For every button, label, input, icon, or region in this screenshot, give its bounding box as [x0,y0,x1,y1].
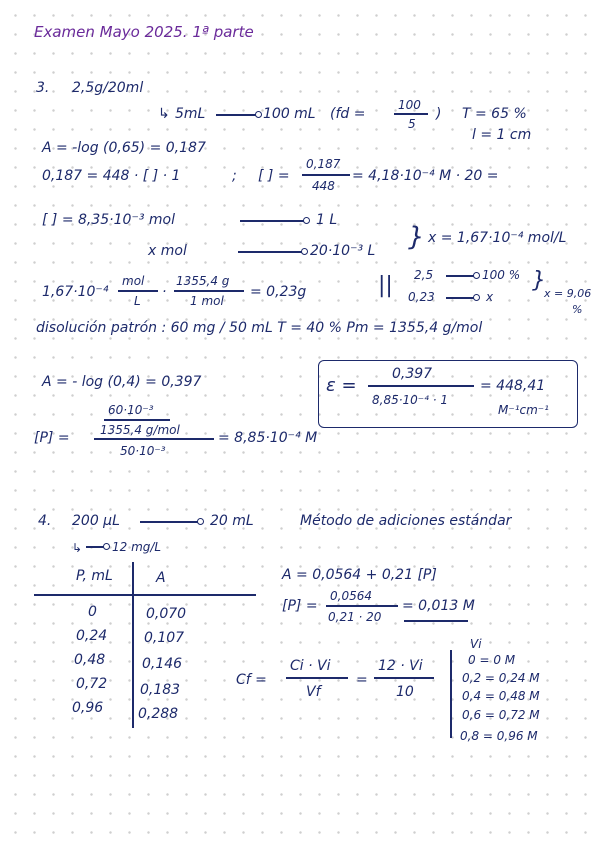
eps-numerator: 0,397 [392,366,433,382]
fd-fraction-bar [394,113,428,115]
brace-1: } [408,222,425,252]
table-column-divider [132,562,134,728]
mass-prefactor: 1,67·10⁻⁴ [42,284,109,300]
fd-paren-close: ) [436,106,442,122]
P-denominator: 50·10⁻³ [120,444,166,458]
cf2-denominator: 10 [396,684,414,700]
mass-frac1-den: L [134,294,141,308]
pct-row2-a: 0,23 [408,290,435,304]
mass-frac2-den: 1 mol [190,294,224,308]
dilution-arrow [216,114,256,116]
absorbance2-calc: A = - log (0,4) = 0,397 [42,374,202,390]
rule3-arrow-2 [238,251,302,253]
mass-result: = 0,23g [250,284,307,300]
table-row-1-p: 0,24 [76,628,108,644]
table-row-0-a: 0,070 [146,606,187,622]
pct-arrow-1 [446,275,474,277]
table-col1-header: P, mL [76,568,113,584]
conc-total: [ ] = 8,35·10⁻³ mol [42,212,175,228]
vi-row-0: 0 = 0 M [468,653,516,667]
mass-frac2-num: 1355,4 g [176,274,230,288]
P-label: [P] = [34,430,70,446]
conc-denominator: 448 [312,179,335,193]
P4-label: [P] = [282,598,318,614]
stock-arrow [86,546,104,548]
beer-lambert-eq: 0,187 = 448 · [ ] · 1 [42,168,181,184]
dilution-to: 100 mL [263,106,316,122]
problem4-to: 20 mL [210,513,254,529]
vi-brace-line [450,650,452,738]
rule3-xmol: x mol [148,243,187,259]
cf-label: Cf = [236,672,267,688]
table-row-2-a: 0,146 [142,656,183,672]
fd-denominator: 5 [408,117,416,131]
problem4-number: 4. [38,513,52,529]
P-fraction-bar [94,438,214,440]
cf-numerator: Ci · Vi [290,658,331,674]
eps-unit: M⁻¹cm⁻¹ [498,403,549,417]
dilution-volume: 5mL [175,106,206,122]
brace-2: } [532,268,546,293]
eps-denominator: 8,85·10⁻⁴ · 1 [372,393,449,407]
cf2-numerator: 12 · Vi [378,658,423,674]
conc-fraction-bar [302,174,350,176]
rule3-arrow-1 [240,220,304,222]
P-inner-bar [104,419,170,421]
regression-eq: A = 0,0564 + 0,21 [P] [282,567,437,583]
eps-result: = 448,41 [480,378,546,394]
table-row-4-p: 0,96 [72,700,104,716]
table-row-4-a: 0,288 [138,706,179,722]
page-header: Examen Mayo 2025. 1ª parte [34,23,254,41]
mult-dot: · [162,284,167,300]
rule3-volume: 20·10⁻³ L [310,243,376,259]
pct-row1-b: 100 % [482,268,521,282]
vi-row-1: 0,2 = 0,24 M [462,671,540,685]
table-row-2-p: 0,48 [74,652,106,668]
problem4-arrow [140,521,198,523]
P-num-top: 60·10⁻³ [108,403,154,417]
problem4-method: Método de adiciones estándar [300,513,512,529]
P4-underline [404,620,468,622]
P-result: = 8,85·10⁻⁴ M [218,430,318,446]
table-row-3-a: 0,183 [140,682,181,698]
eps-label: ε = [326,375,357,396]
transmittance: T = 65 % [462,106,527,122]
problem4-given: 200 μL [72,513,120,529]
P4-fraction-bar [326,605,398,607]
problem3-given: 2,5g/20ml [72,80,144,96]
vi-row-4: 0,8 = 0,96 M [460,729,538,743]
pct-result: x = 9,06 [544,287,592,300]
vi-header: Vi [470,637,482,651]
separator: ; [232,168,237,184]
P-num-bottom: 1355,4 g/mol [100,423,180,437]
table-row-3-p: 0,72 [76,676,108,692]
cf-fraction-bar [286,677,348,679]
pct-row1-a: 2,5 [414,268,434,282]
standard-solution: disolución patrón : 60 mg / 50 mL T = 40 % Pm = 1355,4 g/mol [36,320,483,336]
pct-arrow-2 [446,297,474,299]
problem3-number: 3. [36,80,50,96]
fd-numerator: 100 [398,98,421,112]
mass-frac1-num: mol [122,274,145,288]
double-bar: || [378,273,393,298]
conc-numerator: 0,187 [306,157,341,171]
cf-equals: = [356,672,368,688]
pct-unit: % [572,303,583,316]
hook-arrow-glyph: ↳ [72,541,83,555]
rule3-1L: 1 L [316,212,338,228]
table-row-0-p: 0 [88,604,97,620]
P4-numerator: 0,0564 [330,589,372,603]
stock-conc: 12 mg/L [112,540,162,554]
table-row-1-a: 0,107 [144,630,185,646]
absorbance-calc: A = -log (0,65) = 0,187 [42,140,206,156]
P4-denominator: 0,21 · 20 [328,610,382,624]
conc-result: = 4,18·10⁻⁴ M · 20 = [352,168,499,184]
P4-result: = 0,013 M [402,598,475,614]
conc-label: [ ] = [258,168,290,184]
mass-frac1-bar [118,290,158,292]
eps-fraction-bar [368,385,474,387]
path-length: l = 1 cm [472,127,532,143]
cf-denominator: Vf [306,684,321,700]
rule3-x-result: x = 1,67·10⁻⁴ mol/L [428,230,567,246]
mass-frac2-bar [174,290,244,292]
table-col2-header: A [156,570,166,586]
table-header-rule [34,594,256,596]
vi-row-2: 0,4 = 0,48 M [462,689,540,703]
pct-row2-b: x [486,290,494,304]
fd-label: (fd = [330,106,366,122]
vi-row-3: 0,6 = 0,72 M [462,708,540,722]
cf2-fraction-bar [374,677,434,679]
l-arrow-glyph: ↳ [158,106,170,122]
